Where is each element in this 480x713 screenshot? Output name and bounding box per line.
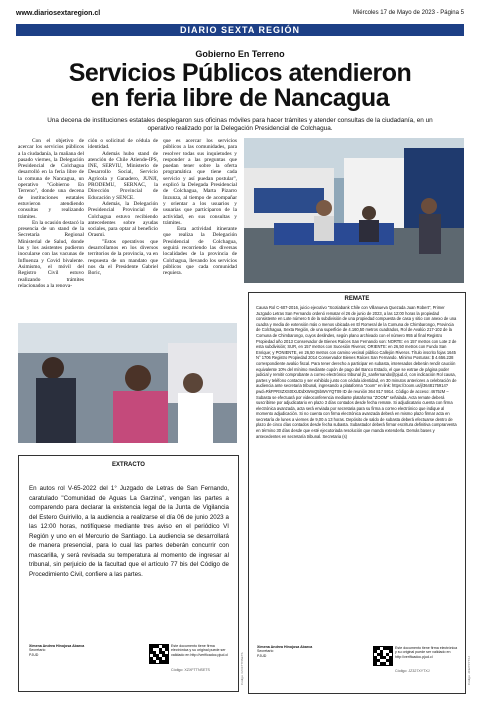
- document-code: Código: JZ327XYTXJ: [395, 669, 430, 673]
- paragraph: Con el objetivo de acercar los servicios públicos a la ciudadanía, la mañana del pasado viernes, la Delegación Presidencial de Colchagua desarrolló en la feria libre de la comuna de Nancagua, un operativo "Gobierno En Terreno", donde una decena de instituciones estatales estuvieron atendiendo consultas y realizando trámites.: [18, 138, 84, 220]
- extracto-body: En autos rol V-65-2022 del 1° Juzgado de Letras de San Fernando, caratulado "Comunidad de Aguas La Garzina", vengan las partes a comparendo para declarar la existencia legal de la Junta de Vigilancia del Estero Guirivilo, a la audiencia a realizarse el día 06 de junio 2023 a las 12:00 horas, notifíquese mediante tres aviso en el periódico VI Región y uno en el Mercurio de Santiago. La audiencia se desarrollará de manera presencial, para lo cual las partes deberán concurrir con mascarilla, y será revisada su temperatura al momento de ingresar al tribunal, sin perjuicio de la facultad que el artículo 77 bis del Código de Procedimiento Civil, confiere a las partes.: [29, 485, 229, 578]
- article-column-3: [163, 138, 237, 277]
- article-deck: Una decena de instituciones estatales desplegaron sus oficinas móviles para hacer trámites y atender consultas de la ciudadanía, en un operativo realizado por la Delegación Presidencial de Colchagua.: [47, 117, 433, 132]
- headline-line-1: Servicios Públicos atendieron: [68, 59, 412, 87]
- date-page: Miércoles 17 de Mayo de 2023 - Página 5: [352, 10, 464, 16]
- event-photo-stands: [244, 138, 464, 283]
- qr-code-icon: [149, 644, 169, 664]
- qr-validation-note: Este documento tiene firma electrónica y su original puede ser validado en http://verificadoc.pjud.cl: [171, 644, 228, 657]
- signatory-role: Secretario: [29, 648, 46, 653]
- article-headline: [0, 61, 480, 111]
- paragraph: Además hubo stand de atención de Chile Atiende-IPS, INE, SERVIU, Ministerio de Desarrollo Social, Servicio Agrícola y Ganadero, JUNJI, PRODEMU, SERNAC, la Dirección Provincial de Educación y SENCE.: [88, 150, 158, 201]
- signatory-role: Secretario: [257, 649, 274, 654]
- article-kicker: Gobierno En Terreno: [195, 49, 285, 59]
- extracto-notice: [18, 455, 239, 692]
- signatory-org: PJUD: [29, 652, 39, 657]
- extracto-signature: [29, 644, 104, 657]
- paragraph: ción o solicitud de cédula de identidad.: [88, 138, 158, 151]
- paragraph: En la ocasión destacó la presencia de un stand de la Secretaría Regional Ministerial de Salud, donde las y los asistentes pudieron inocularse con las vacunas de Influenza y Covid bivalente. Asimismo, el móvil del Registro Civil estuvo realizando trámites relacionados a la renova-: [18, 219, 84, 289]
- extracto-side-code: Código: XZXFTTNSETS: [240, 652, 244, 685]
- remate-side-code: Código: JZ327XYTXJ: [467, 656, 471, 685]
- paragraph: que es acercar los servicios públicos a las comunidades, para resolver todas sus inquietudes y responder a las preguntas que puedan tener sobre la oferta programática que tiene cada servicio y así puedan postular", explicó la Delegada Presidencial de Colchagua, Marta Pizarro Inzunza, al tiempo de acompañar y orientar a los usuarios y usuarias que participaron de la actividad, en sus consultas y trámites.: [163, 138, 237, 226]
- article-column-1: [18, 138, 84, 289]
- paragraph: "Estos operativos que desarrollamos en los diversos territorios de la provincia, va en respuesta de un mandato que nos da el Presidente Gabriel Boric,: [88, 238, 158, 277]
- remate-body: Causa Rol C-607-2016, juicio ejecutivo "Scotiabank Chile con Villanueva Quezada Juan Robert", Primer Juzgado Letras San Fernando ordenó rematar el 26 de junio de 2023, a las 12:00 horas la propiedad consistente en Lote número 5 de la subdivisión de una propiedad compuesta de casa y sitio con anexo de una cuadra y media de extensión más o menos ubicada en El Romeral de la Comuna de Chimbarongo, Provincia de Colchagua, Sexta Región, de una superficie de 4.160,50 metros cuadrados, Rol de Avalúo 217-102 de la Comuna de Chimbarongo, cuyos deslindes, según plano archivado con el número 955 al final Registro Propiedad año 2013 Conservador de Bienes Raíces San Fernando son: NORTE: en 157 metros con Lote 2 de esta subdivisión; SUR, en 157 metros con Sucesión Riveros; ORIENTE: en 26,50 metros con Fundo San Enrique; y PONIENTE, en 26,50 metros con camino vecinal público Callejón Riveros. Título inscrito fojas 1645 N° 1706 Registro Propiedad 2014 Conservador Bienes Raíces San Fernando. Mínimo Posturas: $ 4.656.238 correspondiente avalúo fiscal. Para tener derecho a participar en subasta, interesados deberán rendir caución equivalente 10% del mínimo mediante cupón de pago del Banco Estado, el que se extrae de página poder judicial y remitir comprobante a correo electrónico tribunal jl1_sanfernando@pjud.cl, con indicación Rol causa, partes y teléfono contacto y ser exhibido junto con cédula identidad, en 30 minutos anteriores a celebración de audiencia ante secretaria tribunal, ingresando a plataforma "zoom" en link: https://zoom.us/j/3648175914? pwd=RkFPRSZXS0tXUDdXWmQ5bWVYQT09 ID de reunión 364 817 5914. Código de acceso: 4675zM – Subasta se efectuará por videoconferencia mediante plataforma "ZOOM" señalada. Acta remate deberá suscribirse por adjudicatario en plazo 3 días contados desde fecha remate. Si adjudicatario cuenta con firma electrónica avanzada, acta será enviada por secretaria para su firma a correo electrónico que indique al momento adjudicación. Si no cuenta con firma electrónica avanzada deberá en mismo plazo firmar acta en secretaría de lunes a viernes de 9,00 a 13 horas. Depósito de saldo de subasta deberá efectuarse dentro de plazo de cinco días contados desde fecha subasta. Subastador deberá firmar escritura definitiva comprarventa en término 30 días desde que esté ejecutoriada resolución que manda extenderla. Demás bases y antecedentes en secretaría tribunal. Secretaria (s): [256, 305, 457, 439]
- remate-title: REMATE: [344, 296, 370, 302]
- article-column-2: [88, 138, 158, 277]
- remate-signature: [257, 645, 327, 658]
- qr-validation-note: Este documento tiene firma electrónica y su original puede ser validado en http://verificadoc.pjud.cl: [395, 646, 458, 659]
- headline-line-2: en feria libre de Nancagua: [90, 84, 390, 112]
- band-title: DIARIO SEXTA REGIÓN: [179, 25, 300, 35]
- paragraph: Esta actividad itinerante que realiza la Delegación Presidencial de Colchagua, seguirá recorriendo las diversas localidades de la provincia de Colchagua, llevando los servicios públicos que cada comunidad requiera.: [163, 226, 237, 277]
- event-photo-vaccination: [18, 323, 237, 443]
- signatory-name: Ximena Andrea Hinojosa Abarca: [257, 645, 313, 649]
- qr-code-icon: [373, 646, 393, 666]
- document-code: Código: XZXFTTNSETS: [171, 668, 210, 672]
- section-band: [16, 24, 464, 36]
- signatory-org: PJUD: [257, 653, 267, 658]
- extracto-title: EXTRACTO: [112, 462, 145, 468]
- signatory-name: Ximena Andrea Hinojosa Abarca: [29, 644, 85, 648]
- paragraph: Además, la Delegación Presidencial Provincial de Colchagua estuvo recibiendo antecedentes sobre ayudas sociales, para optar al beneficio Orasmi.: [88, 200, 158, 239]
- remate-notice: [248, 292, 466, 694]
- site-url: www.diariosextaregion.cl: [16, 10, 101, 17]
